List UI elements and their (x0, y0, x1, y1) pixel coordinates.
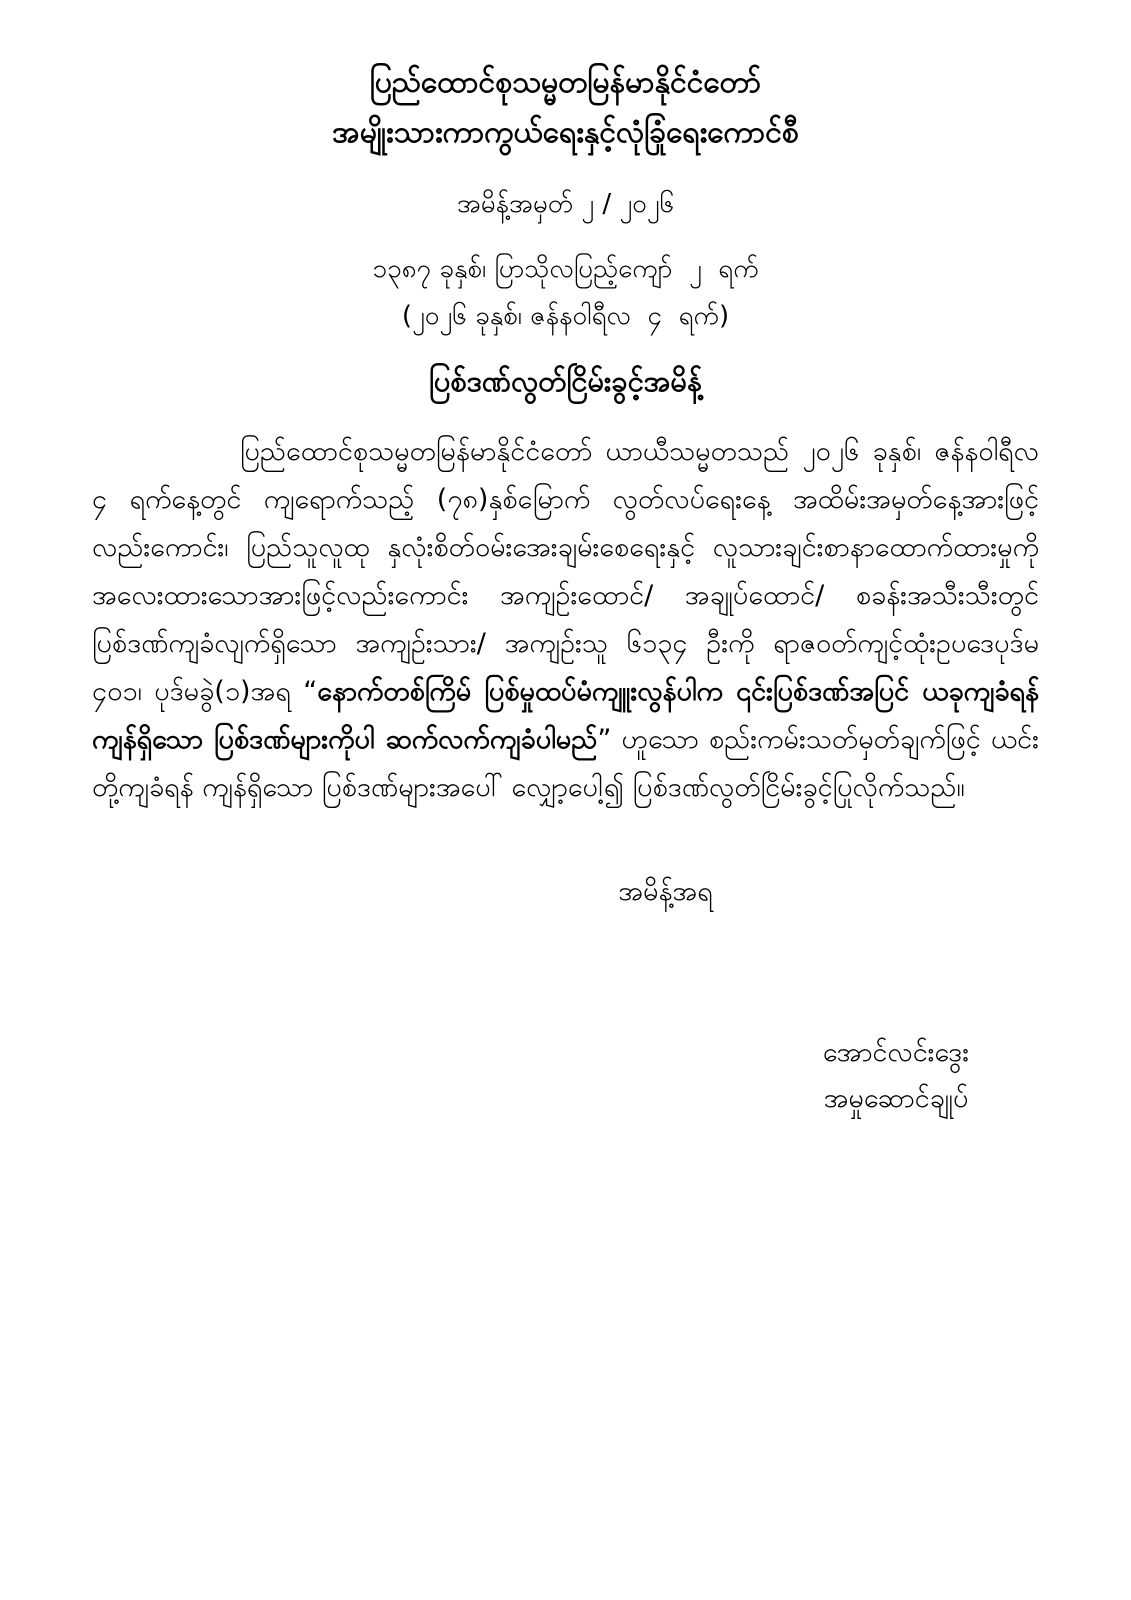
paragraph-bold-quoted-condition: နောက်တစ်ကြိမ် ပြစ်မှုထပ်မံကျူးလွန်ပါက ၎င်းပြစ်ဒဏ်အပြင် ယခုကျခံရန် ကျန်ရှိသော ပြစ်ဒဏ်များကိုပါ ဆက်လက်ကျခံပါမည် (92, 676, 1040, 755)
body-paragraph (92, 428, 1039, 812)
order-title: ပြစ်ဒဏ်လွတ်ငြိမ်းခွင့်အမိန့် (429, 364, 702, 398)
state-title: ပြည်ထောင်စုသမ္မတမြန်မာနိုင်ငံတော် (369, 65, 762, 100)
council-title: အမျိုးသားကာကွယ်ရေးနှင့်လုံခြုံရေးကောင်စီ (332, 115, 799, 150)
signatory-title: အမှုဆောင်ချုပ် (823, 1083, 969, 1114)
paragraph-text-before-quote: ပြည်ထောင်စုသမ္မတမြန်မာနိုင်ငံတော် ယာယီသမ္မတသည် ၂၀၂၆ ခုနှစ်၊ ဇန်နဝါရီလ ၄ ရက်နေ့တွင် ကျရောက်သည့် (၇၈)နှစ်မြောက် လွတ်လပ်ရေးနေ့ အထိမ်းအမှတ်နေ့အားဖြင့် လည်းကောင်း၊ ပြည်သူလူထု နှလုံးစိတ်ဝမ်းအေးချမ်းစေရေးနှင့် လူသားချင်းစာနာထောက်ထားမှုကို အလေးထားသောအားဖြင့်လည်းကောင်း အကျဉ်းထောင်/ အချုပ်ထောင်/ စခန်းအသီးသီးတွင် ပြစ်ဒဏ်ကျခံလျက်ရှိသော အကျဉ်းသား/ အကျဉ်းသူ ၆၁၃၄ ဦးကို ရာဇဝတ်ကျင့်ထုံးဥပဒေပုဒ်မ ၄၀၁၊ ပုဒ်မခွဲ(၁)အရ “ (92, 436, 1039, 707)
by-order-line: အမိန့်အရ (618, 876, 713, 907)
signatory-name: အောင်လင်းဒွေး (822, 1037, 970, 1068)
gregorian-date-line: (၂၀၂၆ ခုနှစ်၊ ဇန်နဝါရီလ ၄ ရက်) (401, 301, 730, 331)
paragraph-text-after-quote: ” ဟူသော စည်းကမ်းသတ်မှတ်ချက်ဖြင့် ယင်းတို့ကျခံရန် ကျန်ရှိသော ပြစ်ဒဏ်များအပေါ် လျှော့ပေါ့၍ ပြစ်ဒဏ်လွတ်ငြိမ်းခွင့်ပြုလိုက်သည်။ (92, 724, 1039, 803)
order-number-line: အမိန့်အမှတ် ၂ / ၂၀၂၆ (456, 189, 675, 219)
myanmar-era-date-line: ၁၃၈၇ ခုနှစ်၊ ပြာသိုလပြည့်ကျော် ၂ ရက် (372, 254, 759, 284)
signature-block (746, 1030, 1046, 1122)
